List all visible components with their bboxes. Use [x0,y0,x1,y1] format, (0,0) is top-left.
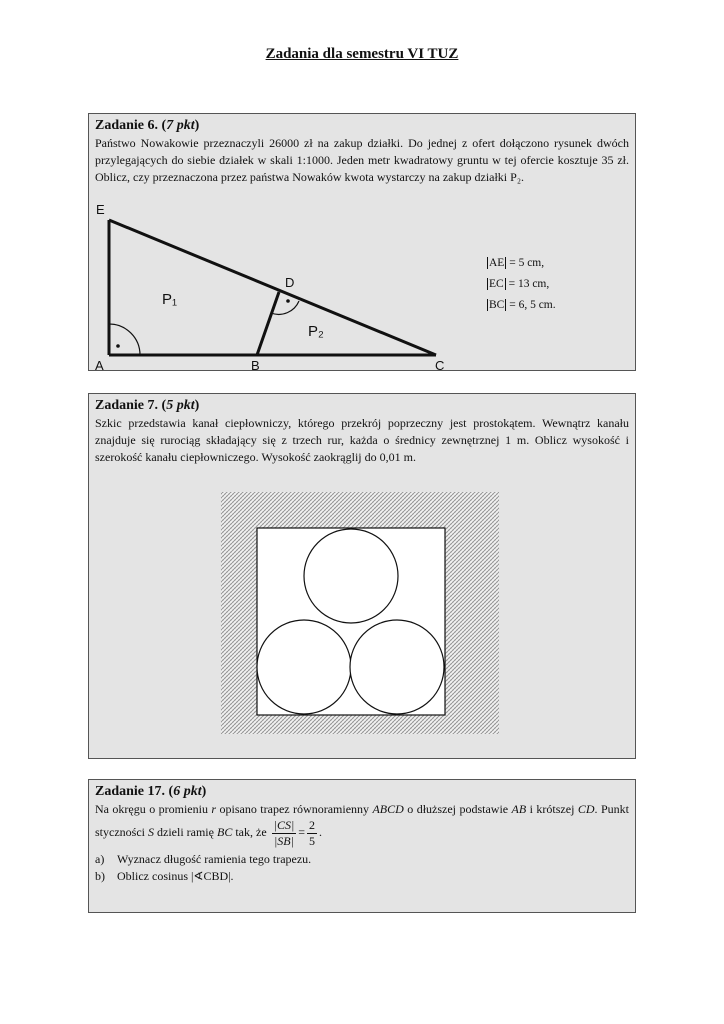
measure-ae: AE = 5 cm, [489,257,545,269]
measure-bc: BC = 6, 5 cm. [489,299,556,311]
ratio-cs-sb: $\frac{|CS|}{|SB|}$ [273,818,295,848]
task-17-box [88,779,636,913]
task-7-points: 5 pkt [166,398,195,413]
point-c-label: C [435,358,445,372]
task-17-list [95,851,629,885]
task-17-description: Na okręgu o promieniu r opisano trapez równoramienny ABCD o dłuższej podstawie AB i krótszej CD. Punkt styczności S dzieli ramię BC tak, że $\frac{|CS|}{|SB|}$ = $\frac{2}{5}$ . [95,802,629,848]
pipe-bottom-right [350,620,444,714]
region-p1-label: P₁ [162,291,178,308]
right-angle-d-dot [286,299,290,303]
task-7-box [88,393,636,759]
task-17-heading-label: Zadanie 17. [95,784,166,799]
page-title: Zadania dla semestru VI TUZ [265,46,459,62]
point-e-label: E [96,202,105,217]
task-7-heading-label: Zadanie 7. [95,398,159,413]
task-6-heading: Zadanie 6. (7 pkt) [95,118,200,133]
task-6-points: 7 pkt [166,118,195,133]
list-item: a) Wyznacz długość ramienia tego trapezu. [95,852,312,866]
task-7-channel-figure [89,394,637,760]
task-7-heading: Zadanie 7. (5 pkt) [95,398,200,413]
task-17-heading: Zadanie 17. (6 pkt) [95,784,207,799]
right-angle-a-dot [116,344,120,348]
task-6-heading-label: Zadanie 6. [95,118,159,133]
point-a-label: A [95,358,104,372]
task-6-box [88,113,636,371]
task-6-triangle-figure [89,114,637,372]
list-item: b) Oblicz cosinus |∢CBD|. [95,869,234,883]
task-17-points: 6 pkt [173,784,202,799]
point-d-label: D [285,275,295,290]
measure-ec: EC = 13 cm, [489,278,550,290]
ratio-value: $\frac{2}{5}$ [309,818,316,848]
segment-bd [257,292,279,355]
task-6-measures [487,253,556,316]
point-b-label: B [251,358,260,372]
pipe-bottom-left [257,620,351,714]
pipe-top [304,529,398,623]
right-angle-a-arc [109,324,140,355]
region-p2-label: P₂ [308,323,324,340]
task-6-description: Państwo Nowakowie przeznaczyli 26000 zł na zakup działki. Do jednej z ofert dołączono rysunek dwóch przylegających do siebie działek w skali 1:1000. Jeden metr kwadratowy gruntu w tej ofercie kosztuje 35 zł. Oblicz, czy przeznaczona przez państwa Nowaków kwota wystarczy na zakup działki P₂. [95,136,629,184]
segment-ec [109,220,436,355]
task-7-description: Szkic przedstawia kanał ciepłowniczy, którego przekrój poprzeczny jest prostokątem. Wewnątrz kanału znajduje się rurociąg składający się z trzech rur, każda o średnicy zewnętrznej 1 m. Oblicz wysokość i szerokość kanału ciepłowniczego. Wysokość zaokrąglij do 0,01 m. [95,416,629,464]
task-17-text-block [95,783,629,885]
equals-sign: = [298,825,306,840]
